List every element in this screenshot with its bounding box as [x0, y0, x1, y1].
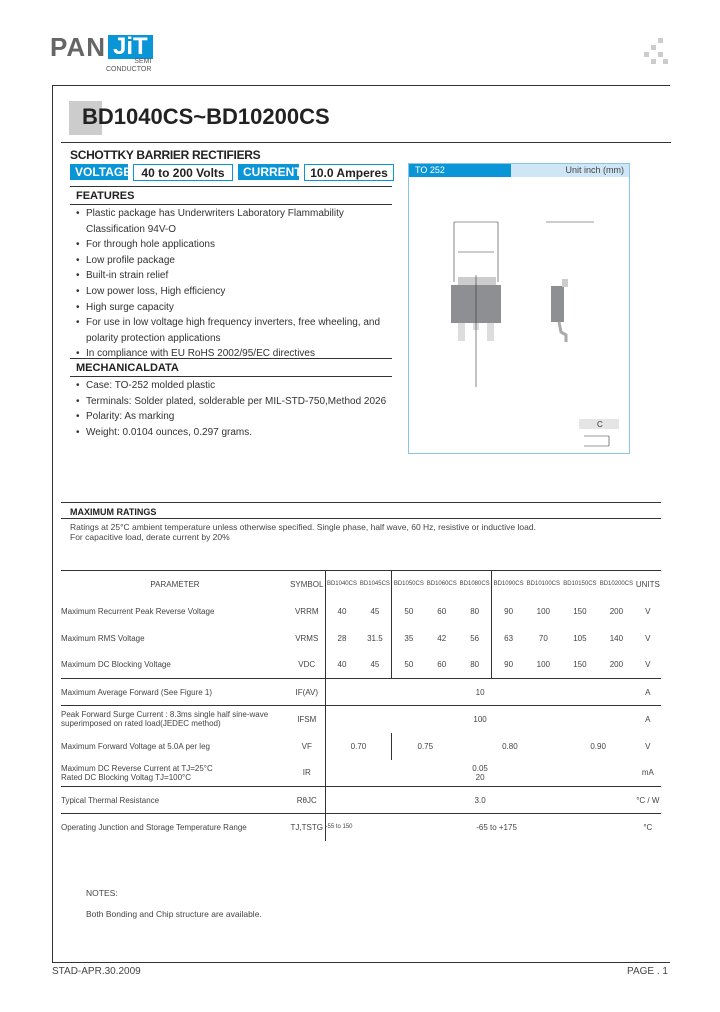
value: 0.75 [417, 741, 434, 751]
value: 150 [562, 652, 599, 679]
table-row [61, 625, 661, 652]
value: 0.80 [502, 741, 518, 751]
value: 200 [609, 606, 624, 616]
param: Maximum DC Reverse Current at TJ=25°C [61, 763, 213, 773]
divider [61, 502, 661, 503]
value: 45 [370, 606, 380, 616]
value: 60 [437, 606, 447, 616]
current-value: 10.0 Amperes [304, 164, 394, 181]
ratings-table [61, 570, 661, 841]
th: PARAMETER [150, 579, 200, 589]
table-row [61, 733, 661, 760]
param: Maximum RMS Voltage [61, 633, 145, 643]
value: 80 [458, 652, 491, 679]
unit: mA [635, 760, 661, 787]
footer-divider [52, 962, 670, 963]
value: 70 [538, 633, 548, 643]
value: -65 to +175 [476, 822, 517, 832]
th: SYMBOL [290, 579, 324, 589]
symbol: RθJC [289, 787, 325, 814]
feature-item: • Low profile package [76, 253, 396, 269]
table-row [61, 760, 661, 787]
value: 56 [470, 633, 480, 643]
param: Operating Junction and Storage Temperature Range [61, 822, 247, 832]
th: BD1090CS [492, 571, 525, 598]
package-drawing [409, 177, 629, 453]
table-row [61, 706, 661, 733]
feature-item: • In compliance with EU RoHS 2002/95/EC directives [76, 346, 396, 362]
frame-left [52, 85, 53, 962]
unit: V [645, 606, 651, 616]
value: 0.70 [325, 733, 392, 760]
feature-item: • For through hole applications [76, 237, 396, 253]
value: 150 [573, 606, 587, 616]
ratings-heading: MAXIMUM RATINGS [70, 507, 157, 517]
th: BD10200CS [599, 581, 634, 588]
unit: V [635, 652, 661, 679]
value: 60 [425, 652, 458, 679]
param: Maximum DC Blocking Voltage [61, 652, 289, 679]
unit: V [645, 633, 651, 643]
ratings-note: For capacitive load, derate current by 20% [70, 532, 230, 542]
table-row [61, 679, 661, 706]
logo-sub1: SEMI [134, 58, 152, 65]
value: 45 [358, 652, 391, 679]
value: 200 [598, 652, 635, 679]
unit: °C / W [635, 787, 661, 814]
th: BD1080CS [459, 581, 490, 588]
feature-item: • For use in low voltage high frequency inverters, free wheeling, and polarity protection applications [76, 315, 396, 346]
voltage-label: VOLTAGE [70, 164, 128, 180]
value: 140 [609, 633, 624, 643]
param: Peak Forward Surge Current : 8.3ms single half sine-wave superimposed on rated load(JEDEC method) [61, 710, 269, 729]
feature-item: • Built-in strain relief [76, 268, 396, 284]
divider [70, 186, 392, 187]
unit: °C [643, 822, 653, 832]
value: 3.0 [325, 787, 635, 814]
value: 20 [475, 772, 485, 782]
value: 50 [392, 598, 425, 625]
symbol: VF [301, 741, 312, 751]
symbol: IR [289, 760, 325, 787]
mechanical-item: • Polarity: As marking [76, 409, 406, 425]
package-diagram [408, 163, 630, 454]
th: BD10100CS [526, 581, 561, 588]
notes-text: Both Bonding and Chip structure are available. [86, 909, 262, 919]
footer-date: STAD-APR.30.2009 [52, 966, 141, 977]
decorative-dots-icon [640, 38, 668, 66]
value: 10 [325, 679, 635, 706]
value: 105 [573, 633, 587, 643]
unit: V [645, 741, 651, 751]
divider [70, 204, 392, 205]
voltage-value: 40 to 200 Volts [133, 164, 233, 181]
page-number: PAGE . 1 [627, 966, 668, 977]
features-heading: FEATURES [76, 190, 135, 202]
logo-sub2: CONDUCTOR [106, 66, 152, 73]
logo-pan: PAN [50, 32, 106, 62]
th: BD1045CS [359, 581, 390, 588]
th: BD10150CS [563, 581, 597, 588]
ratings-note: Ratings at 25°C ambient temperature unless otherwise specified. Single phase, half wave, 60 Hz, resistive or inductive load. [70, 522, 536, 532]
table-row [61, 814, 661, 841]
symbol: IF(AV) [289, 679, 325, 706]
subtitle: SCHOTTKY BARRIER RECTIFIERS [70, 148, 261, 162]
package-name: TO 252 [409, 164, 511, 177]
features-list [76, 206, 396, 362]
value: 90 [492, 652, 525, 679]
value: 100 [536, 606, 551, 616]
value: 100 [325, 706, 635, 733]
th: BD1050CS [392, 571, 425, 598]
unit: A [635, 679, 661, 706]
page-title: BD1040CS~BD10200CS [82, 104, 330, 129]
symbol: TJ,TSTG [290, 822, 323, 832]
value: 42 [437, 633, 447, 643]
notes-heading: NOTES: [86, 888, 118, 898]
value: 28 [325, 625, 358, 652]
th: BD1060CS [426, 581, 457, 588]
value: 0.90 [590, 741, 606, 751]
divider [61, 518, 661, 519]
value: 90 [492, 598, 525, 625]
symbol: VRRM [294, 606, 319, 616]
feature-item: • Plastic package has Underwriters Laboratory Flammability Classification 94V-O [76, 206, 396, 237]
value: 50 [392, 652, 425, 679]
param: Maximum Average Forward (See Figure 1) [61, 679, 289, 706]
value: 40 [325, 598, 358, 625]
symbol: IFSM [297, 714, 317, 724]
frame-top [52, 85, 670, 86]
value: 31.5 [367, 633, 383, 643]
value: 100 [525, 652, 562, 679]
unit: A [645, 714, 651, 724]
param: Rated DC Blocking Voltag TJ=100°C [61, 772, 192, 782]
param: Typical Thermal Resistance [61, 787, 289, 814]
value: 80 [470, 606, 480, 616]
feature-item: • High surge capacity [76, 300, 396, 316]
mechanical-item: • Weight: 0.0104 ounces, 0.297 grams. [76, 425, 406, 441]
param: Maximum Forward Voltage at 5.0A per leg [61, 741, 210, 751]
logo-subtitle [106, 58, 151, 74]
divider [61, 142, 671, 143]
logo-jit: JiT [108, 35, 153, 59]
feature-item: • Low power loss, High efficiency [76, 284, 396, 300]
mechanical-item: • Terminals: Solder plated, solderable per MIL-STD-750,Method 2026 [76, 394, 406, 410]
symbol: VDC [289, 652, 325, 679]
th: UNITS [635, 579, 660, 589]
mechanical-item: • Case: TO-252 molded plastic [76, 378, 406, 394]
th: BD1040CS [325, 571, 358, 598]
divider [70, 358, 392, 359]
value: 63 [492, 625, 525, 652]
config-label: C [597, 420, 603, 429]
table-row [61, 652, 661, 679]
value: 35 [392, 625, 425, 652]
param: Maximum Recurrent Peak Reverse Voltage [61, 606, 215, 616]
table-row [61, 787, 661, 814]
symbol: VRMS [295, 633, 319, 643]
value: 0.05 [472, 763, 488, 773]
value: -55 to 150 [325, 814, 358, 841]
package-unit: Unit inch (mm) [511, 164, 629, 177]
divider [70, 376, 392, 377]
value: 40 [325, 652, 358, 679]
mechanical-list [76, 378, 406, 440]
table-row [61, 598, 661, 625]
current-label: CURRENT [238, 164, 299, 180]
mechanical-heading: MECHANICALDATA [76, 362, 179, 374]
